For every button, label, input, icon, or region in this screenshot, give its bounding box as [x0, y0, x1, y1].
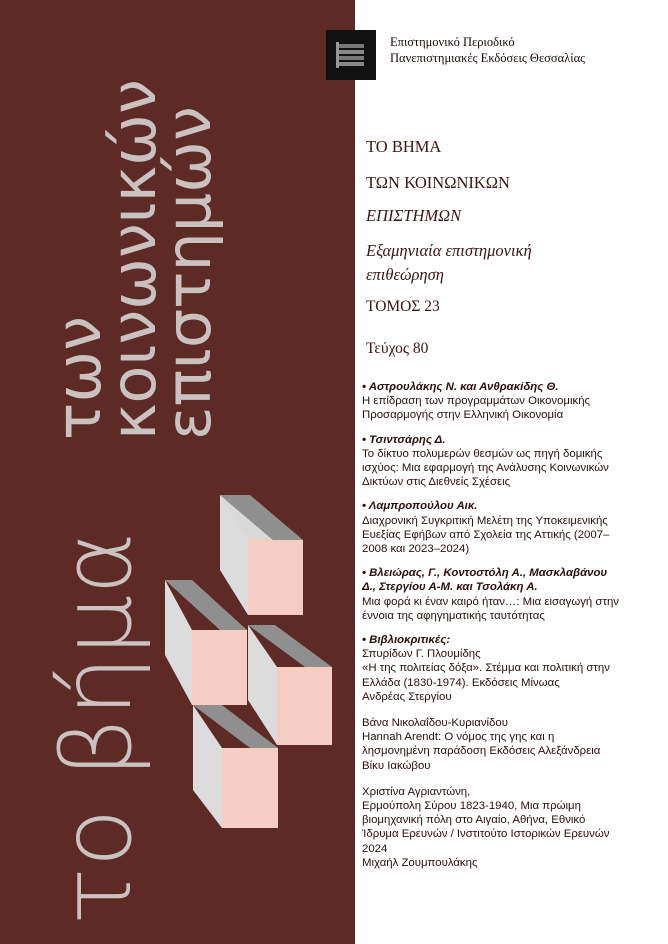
review-1	[362, 647, 654, 704]
review-line: λησμονημένη παράδοση Εκδόσεις Αλεξάνδρεια	[362, 745, 601, 758]
review-line: Χριστίνα Αγριαντώνη,	[362, 785, 471, 798]
review-line: Σπυρίδων Γ. Πλουμίδης	[362, 648, 481, 661]
review-2	[362, 716, 654, 773]
article-2	[362, 433, 654, 490]
cube-2	[165, 580, 247, 705]
table-of-contents	[362, 380, 654, 882]
reviews-heading: • Βιβλιοκριτικές:	[362, 634, 451, 647]
article-3	[362, 499, 654, 556]
publisher-name	[390, 34, 585, 66]
journal-subtitle-2: επιθεώρηση	[366, 265, 444, 284]
article-4	[362, 566, 654, 623]
review-line: βιομηχανική πόλη στο Αιγαίο, Αθήνα, Εθνικό	[362, 814, 586, 827]
article-authors: • Αστρουλάκης Ν. και Ανθρακίδης Θ.	[362, 381, 559, 393]
journal-title-2: ΤΩΝ ΚΟΙΝΩΝΙΚΩΝ	[366, 173, 510, 192]
review-line: Βάνα Νικολαΐδου-Κυριανίδου	[362, 717, 508, 730]
journal-title-1: ΤΟ ΒΗΜΑ	[366, 137, 442, 156]
review-line: Hannah Arendt: Ο νόμος της γης και η	[362, 731, 555, 744]
article-title-line: ισχύος: Μια εφαρμογή της Ανάλυσης Κοινωνικών	[362, 462, 609, 475]
review-line: «Η της πολιτείας δόξα». Στέμμα και πολιτική στην	[362, 662, 610, 675]
article-authors: • Τσιντσάρης Δ.	[362, 433, 446, 446]
book-reviews	[362, 633, 654, 870]
publisher-line-1: Επιστημονικό Περιοδικό	[390, 35, 515, 49]
article-1	[362, 380, 654, 423]
article-title-line: έννοια της αφηγηματικής ταυτότητας	[362, 609, 545, 622]
article-authors: • Βλειώρας, Γ., Κοντοστόλη Α., Μασκλαβάνου	[362, 567, 608, 580]
article-title-line: Ευεξίας Εφήβων από Σχολεία της Αττικής (2007–	[362, 528, 610, 541]
article-title-line: 2008 και 2023–2024)	[362, 543, 470, 556]
article-title-line: Προσαρμογής στην Ελληνική Οικονομία	[362, 409, 564, 422]
review-line: Ελλάδα (1830-1974). Εκδόσεις Μίνωας	[362, 676, 560, 689]
publisher-logo	[326, 30, 376, 80]
journal-volume: ΤΟΜΟΣ 23	[366, 298, 440, 315]
review-line: Ανδρέας Στεργίου	[362, 690, 452, 703]
review-line: Μιχαήλ Ζουμπουλάκης	[362, 856, 478, 869]
article-authors: Δ., Στεργίου Α-Μ. και Τσολάκη Α.	[362, 581, 538, 594]
article-title-line: Η επίδραση των προγραμμάτων Οικονομικής	[362, 395, 591, 408]
review-line: Ερμούπολη Σύρου 1823-1940, Μια πρώιμη	[362, 800, 581, 813]
cover-title-line-1: το βήμα	[41, 531, 153, 925]
article-title-line: Μια φορά κι έναν καιρό ήταν…: Μια εισαγωγή στην	[362, 595, 619, 608]
cover-title-line-3: κοινωνικών	[97, 79, 170, 440]
cover-title-line-2: των	[42, 316, 115, 440]
journal-title-3: ΕΠΙΣΤΗΜΩΝ	[366, 206, 462, 225]
cover-title-line-4: επιστημών	[152, 106, 225, 440]
books-logo-icon	[326, 30, 376, 80]
cube-3	[248, 625, 332, 745]
review-line: Βίκυ Ιακώβου	[362, 759, 431, 772]
article-title-line: Το δίκτυο πολυμερών θεσμών ως πηγή δομικής	[362, 447, 603, 460]
review-line: 2024	[362, 842, 388, 855]
article-title-line: Διαχρονική Συγκριτική Μελέτη της Υποκειμενικής	[362, 514, 608, 527]
review-line: Ίδρυμα Ερευνών / Ινστιτούτο Ιστορικών Ερευνών	[362, 828, 610, 841]
cube-1	[220, 495, 303, 615]
journal-subtitle-1: Εξαμηνιαία επιστημονική	[366, 241, 532, 260]
article-authors: • Λαμπροπούλου Αικ.	[362, 500, 478, 513]
journal-issue: Τεύχος 80	[366, 340, 429, 357]
article-title-line: Δικτύων στις Διεθνείς Σχέσεις	[362, 476, 511, 489]
review-3	[362, 785, 654, 870]
publisher-line-2: Πανεπιστημιακές Εκδόσεις Θεσσαλίας	[390, 51, 586, 65]
